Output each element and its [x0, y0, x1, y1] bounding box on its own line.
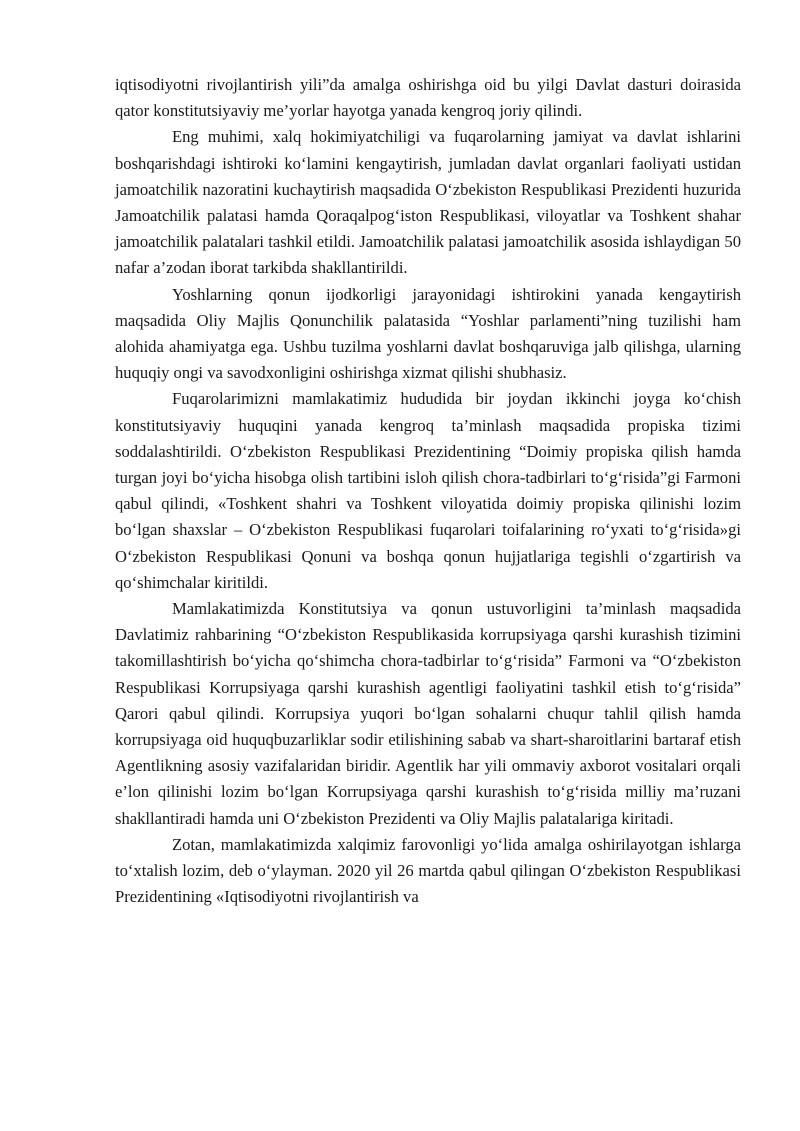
paragraph-youth-parliament: Yoshlarning qonun ijodkorligi jarayonidagi ishtirokini yanada kengaytirish maqsadida Oliy Majlis Qonunchilik palatasida “Yoshlar parlamenti”ning tuzilishi ham alohida ahamiyatga ega. Ushbu tuzilma yoshlarni davlat boshqaruviga jalb qilishga, ularning huquqiy ongi va savodxonligini oshirishga xizmat qilishi shubhasiz. [115, 284, 741, 383]
paragraph-propiska: Fuqarolarimizni mamlakatimiz hududida bir joydan ikkinchi joyga ko‘chish konstitutsiyaviy huquqini yanada kengroq ta’minlash maqsadida propiska tizimi soddalashtirildi. O‘zbekiston Respublikasi Prezidentining “Doimiy propiska qilish hamda turgan joyi bo‘yicha hisobga olish tartibini isloh qilish chora-tadbirlari to‘g‘risida”gi Farmoni qabul qilindi, «Toshkent shahri va Toshkent viloyatida doimiy propiska qilinishi lozim bo‘lgan shaxslar – O‘zbekiston Respublikasi fuqarolari toifalarining ro‘yxati to‘g‘risida»gi O‘zbekiston Respublikasi Qonuni va boshqa qonun hujjatlariga tegishli o‘zgartirish va qo‘shimchalar kiritildi. [115, 389, 741, 592]
paragraph-public-chamber: Eng muhimi, xalq hokimiyatchiligi va fuqarolarning jamiyat va davlat ishlarini boshqarishdagi ishtiroki ko‘lamini kengaytirish, jumladan davlat organlari faoliyati ustidan jamoatchilik nazoratini kuchaytirish maqsadida O‘zbekiston Respublikasi Prezidenti huzurida Jamoatchilik palatasi hamda Qoraqalpog‘iston Respublikasi, viloyatlar va Toshkent shahar jamoatchilik palatalari tashkil etildi. Jamoatchilik palatasi jamoatchilik asosida ishlaydigan 50 nafar a’zodan iborat tarkibda shakllantirildi. [115, 127, 741, 278]
paragraph-welfare: Zotan, mamlakatimizda xalqimiz farovonligi yo‘lida amalga oshirilayotgan ishlarga to‘xtalish lozim, deb o‘ylayman. 2020 yil 26 martda qabul qilingan O‘zbekiston Respublikasi Prezidentining «Iqtisodiyotni rivojlantirish va [115, 834, 741, 907]
document-page [115, 72, 741, 911]
paragraph-anti-corruption: Mamlakatimizda Konstitutsiya va qonun ustuvorligini ta’minlash maqsadida Davlatimiz rahbarining “O‘zbekiston Respublikasida korrupsiyaga qarshi kurashish tizimini takomillashtirish bo‘yicha qo‘shimcha chora-tadbirlar to‘g‘risida” Farmoni va “O‘zbekiston Respublikasi Korrupsiyaga qarshi kurashish agentligi faoliyatini tashkil etish to‘g‘risida” Qarori qabul qilindi. Korrupsiya yuqori bo‘lgan sohalarni chuqur tahlil qilish hamda korrupsiyaga oid huquqbuzarliklar sodir etilishining sabab va shart-sharoitlarini bartaraf etish Agentlikning asosiy vazifalaridan biridir. Agentlik har yili ommaviy axborot vositalari orqali e’lon qilinishi lozim bo‘lgan Korrupsiyaga qarshi kurashish to‘g‘risida milliy ma’ruzani shakllantiradi hamda uni O‘zbekiston Prezidenti va Oliy Majlis palatalariga kiritadi. [115, 599, 741, 828]
paragraph-continuation: iqtisodiyotni rivojlantirish yili”da amalga oshirishga oid bu yilgi Davlat dasturi doirasida qator konstitutsiyaviy me’yorlar hayotga yanada kengroq joriy qilindi. [115, 75, 741, 121]
